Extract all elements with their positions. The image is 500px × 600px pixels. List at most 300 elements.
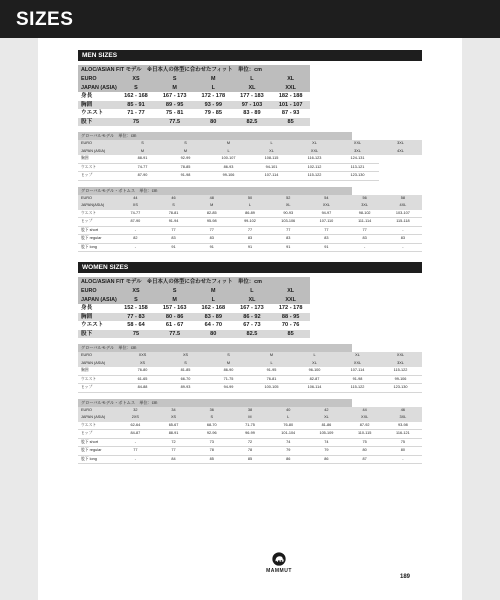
table-cell: 87-90 [116, 218, 154, 227]
table-cell: 99-106 [379, 375, 422, 384]
women-bottoms-table [78, 407, 422, 465]
table-row [78, 75, 310, 84]
table-cell: 56 [346, 195, 384, 203]
table-cell: 77 [193, 226, 231, 235]
table-cell: 50 [231, 195, 269, 203]
table-cell: 157 - 163 [162, 305, 187, 311]
table-cell: 97 - 103 [233, 101, 272, 110]
women-bottoms-title: グローバルモデル・ボトムス 単位：cm [78, 399, 352, 407]
table-cell: L [207, 148, 250, 156]
table-cell: 44 [116, 195, 154, 203]
table-row [78, 414, 422, 422]
table-cell: 34 [154, 407, 192, 415]
table-cell: 90-93 [269, 210, 307, 218]
brand-wordmark: MAMMUT [266, 568, 292, 574]
table-cell: 3XL [384, 414, 422, 422]
table-row [78, 235, 422, 244]
table-cell: 82-85 [193, 210, 231, 218]
page-title: SIZES [16, 9, 74, 30]
table-row [78, 313, 310, 322]
table-cell: 77 [154, 226, 192, 235]
table-cell: XXL [307, 202, 345, 210]
table-cell: XXL [293, 148, 336, 156]
row-label: ウエスト [78, 163, 121, 172]
table-row [78, 101, 310, 110]
table-cell: 94-99 [207, 384, 250, 393]
table-cell: 85 [231, 455, 269, 464]
table-cell: 124-131 [336, 155, 379, 163]
table-row [78, 109, 310, 118]
row-label: JAPAN (ASIA) [78, 414, 116, 422]
table-cell: S [155, 287, 194, 296]
table-cell: 105-109 [307, 430, 345, 439]
table-cell: 71 - 77 [127, 110, 145, 116]
table-cell: XXL [346, 414, 384, 422]
row-label: 股下 [78, 330, 117, 339]
table-cell: 83 [346, 235, 384, 244]
row-label: ヒップ [78, 172, 121, 181]
table-cell: 107-114 [250, 172, 293, 181]
table-cell: 4XL [379, 148, 422, 156]
row-label: ウエスト [78, 375, 121, 384]
table-row [78, 202, 422, 210]
table-cell: 113-121 [336, 163, 379, 172]
table-row [78, 422, 422, 430]
table-cell: 86-90 [207, 367, 250, 375]
table-cell: 82 [116, 235, 154, 244]
table-cell: 75 [346, 438, 384, 447]
table-cell: 3XL [379, 140, 422, 148]
table-cell: 65-67 [154, 422, 192, 430]
table-cell: 46 [154, 195, 192, 203]
table-cell: 91-94 [154, 218, 192, 227]
table-cell: 73 [193, 438, 231, 447]
table-cell: L [233, 75, 272, 84]
row-label: JAPAN (ASIA) [78, 360, 121, 368]
table-cell: 96-99 [231, 430, 269, 439]
row-label: JAPAN(ASIA) [78, 202, 116, 210]
table-cell: 167 - 173 [240, 305, 264, 311]
table-cell: 75 [384, 438, 422, 447]
table-cell: XXL [336, 360, 379, 368]
table-cell: 86 [307, 455, 345, 464]
table-cell: 76-80 [121, 367, 164, 375]
table-cell: 101 - 107 [271, 101, 310, 110]
row-label: ウエスト [78, 422, 116, 430]
table-cell: 80 [346, 447, 384, 456]
table-cell: 83 [307, 235, 345, 244]
table-cell: 91 [154, 243, 192, 252]
table-cell: L [269, 414, 307, 422]
row-label: ヒップ [78, 430, 116, 439]
table-cell: 103-106 [269, 218, 307, 227]
table-row [78, 243, 422, 252]
table-cell: 81-86 [307, 422, 345, 430]
table-row [78, 287, 310, 296]
table-cell: 100-105 [250, 384, 293, 393]
table-row [78, 455, 422, 464]
table-cell: 87-90 [121, 172, 164, 181]
table-cell: S [164, 360, 207, 368]
table-cell: 91 [193, 243, 231, 252]
women-aloc-title: ALOC/ASIAN FIT モデル ※日本人の体型に合わせたフィット 単位：cm [78, 277, 310, 287]
table-cell: XL [271, 75, 310, 84]
table-cell: XXL [379, 352, 422, 360]
row-label: 股下 regular [78, 447, 116, 456]
table-cell: 86 - 92 [233, 313, 272, 322]
table-cell: 86-93 [207, 163, 250, 172]
table-cell: S [193, 414, 231, 422]
table-cell: 58 [384, 195, 422, 203]
row-label: EURO [78, 195, 116, 203]
table-cell: 79 [269, 447, 307, 456]
women-global-table [78, 352, 422, 393]
table-cell: 61-65 [121, 375, 164, 384]
table-cell: 89 - 95 [155, 101, 194, 110]
table-cell: 108-115 [250, 155, 293, 163]
table-cell: 76-80 [269, 422, 307, 430]
row-label: EURO [78, 287, 117, 296]
table-cell: 87 [346, 455, 384, 464]
table-cell: 94-101 [250, 163, 293, 172]
table-cell: 106-114 [293, 384, 336, 393]
table-cell: 115-118 [384, 218, 422, 227]
table-cell: 172 - 178 [278, 305, 303, 311]
table-cell: 2XS [116, 414, 154, 422]
table-cell: 87-92 [346, 422, 384, 430]
table-row [78, 296, 310, 305]
table-cell: 88-91 [121, 155, 164, 163]
table-row [78, 92, 310, 101]
table-cell: 162 - 168 [124, 93, 148, 99]
table-cell: 77 [346, 226, 384, 235]
table-cell: 83 [269, 235, 307, 244]
mammoth-logo-icon [272, 552, 286, 566]
table-cell: L [233, 287, 272, 296]
men-aloc-table [78, 75, 310, 126]
table-cell: S [207, 352, 250, 360]
table-cell: - [116, 226, 154, 235]
table-cell: 77 [231, 226, 269, 235]
table-cell: 91 [269, 243, 307, 252]
table-cell: 74 [269, 438, 307, 447]
table-cell: 75 [117, 118, 156, 127]
men-bottoms-table [78, 195, 422, 253]
table-cell: - [346, 243, 384, 252]
table-cell: 44 [346, 407, 384, 415]
table-cell: 172 - 178 [201, 93, 226, 99]
table-cell: XXL [336, 140, 379, 148]
table-cell: S [154, 202, 192, 210]
table-cell: L [231, 202, 269, 210]
table-cell: 91-95 [250, 367, 293, 375]
table-cell: 107-110 [307, 218, 345, 227]
table-cell: - [116, 455, 154, 464]
table-cell: 85 [271, 330, 310, 339]
table-cell: XS [164, 352, 207, 360]
table-cell: 78-85 [164, 163, 207, 172]
table-cell: L [293, 352, 336, 360]
table-cell: S [164, 140, 207, 148]
table-cell: S [155, 75, 194, 84]
table-cell: 83 - 89 [194, 313, 233, 322]
row-label: JAPAN (ASIA) [78, 296, 117, 305]
table-cell: 116-123 [293, 155, 336, 163]
table-cell: 75 - 81 [165, 110, 184, 116]
table-cell: 77 - 83 [117, 313, 156, 322]
table-cell: 103-107 [384, 210, 422, 218]
table-cell: M [193, 202, 231, 210]
row-label: ウエスト [81, 110, 104, 116]
table-cell: 66-70 [164, 375, 207, 384]
left-margin-band [0, 38, 38, 600]
men-aloc-title: ALOC/ASIAN FIT モデル ※日本人の体型に合わせたフィット 単位：cm [78, 65, 310, 75]
row-label: 股下 [78, 118, 117, 127]
row-label: 股下 long [78, 455, 116, 464]
table-cell: 68-70 [193, 422, 231, 430]
table-cell: 162 - 168 [201, 305, 226, 311]
row-label: 股下 long [78, 243, 116, 252]
table-cell: 71-75 [207, 375, 250, 384]
table-row [78, 330, 310, 339]
table-cell: 93 - 99 [194, 101, 233, 110]
table-row [78, 218, 422, 227]
table-cell: 101-104 [269, 430, 307, 439]
table-row [78, 360, 422, 368]
table-cell: 78 [193, 447, 231, 456]
table-cell: 77.5 [155, 118, 194, 127]
table-cell: 182 - 188 [278, 93, 303, 99]
table-cell: 80 - 86 [155, 313, 194, 322]
table-cell: 91 [307, 243, 345, 252]
table-cell: XXL [271, 84, 310, 93]
table-cell: XL [336, 352, 379, 360]
men-global-title: グローバルモデル 単位：cm [78, 132, 352, 140]
header-band [0, 0, 500, 38]
table-cell: 85 [271, 118, 310, 127]
table-cell: 64 - 70 [204, 322, 222, 328]
table-cell: 4XL [384, 202, 422, 210]
table-cell: 123-130 [379, 384, 422, 393]
table-cell: 76-81 [250, 375, 293, 384]
table-cell: XXL [271, 296, 310, 305]
table-cell: M [194, 75, 233, 84]
table-row [78, 384, 422, 393]
table-row [78, 321, 310, 330]
row-label: JAPAN (ASIA) [78, 148, 121, 156]
table-cell: 98-102 [346, 210, 384, 218]
table-cell: M [207, 140, 250, 148]
row-label: ウエスト [81, 322, 104, 328]
table-cell: 92-99 [164, 155, 207, 163]
table-cell: 99-102 [231, 218, 269, 227]
table-cell: 74-77 [116, 210, 154, 218]
right-margin-band [462, 38, 500, 600]
table-cell: 82.5 [233, 118, 272, 127]
table-cell: 84-87 [116, 430, 154, 439]
table-cell: S [121, 140, 164, 148]
table-cell: L [250, 140, 293, 148]
table-cell: 85 [193, 455, 231, 464]
table-cell: 115-122 [293, 172, 336, 181]
table-cell: XL [271, 287, 310, 296]
table-row [78, 430, 422, 439]
table-cell: 152 - 158 [124, 305, 148, 311]
row-label: ヒップ [78, 384, 121, 393]
table-cell: 77 [307, 226, 345, 235]
table-cell: XL [293, 140, 336, 148]
table-cell: 83 [193, 235, 231, 244]
table-row [78, 84, 310, 93]
table-cell: 115-122 [379, 367, 422, 375]
table-cell: 99-106 [207, 172, 250, 181]
table-cell: 58 - 64 [127, 322, 145, 328]
table-cell: 77 [154, 447, 192, 456]
row-label: EURO [78, 352, 121, 360]
table-cell: L [194, 84, 233, 93]
women-aloc-table [78, 287, 310, 338]
table-cell: 167 - 173 [162, 93, 187, 99]
table-cell: 82-87 [293, 375, 336, 384]
table-cell: 75 [117, 330, 156, 339]
table-cell: 80 [384, 447, 422, 456]
row-label: EURO [78, 75, 117, 84]
table-cell: 82.5 [233, 330, 272, 339]
table-cell: 77 [116, 447, 154, 456]
table-row [78, 118, 310, 127]
row-label: 身長 [81, 305, 93, 311]
table-cell: 83 - 89 [243, 110, 261, 116]
table-cell: XXS [121, 352, 164, 360]
table-cell: 83 [154, 235, 192, 244]
table-cell: 77.5 [155, 330, 194, 339]
table-cell: XL [233, 84, 272, 93]
men-bottoms-title: グローバルモデル・ボトムス 単位：cm [78, 187, 352, 195]
table-cell: 79 [307, 447, 345, 456]
table-cell: 36 [193, 407, 231, 415]
row-label: 股下 short [78, 438, 116, 447]
table-row [78, 375, 422, 384]
table-cell: 77 [269, 226, 307, 235]
table-cell: 52 [269, 195, 307, 203]
table-cell: 42 [307, 407, 345, 415]
row-label: 胸囲 [78, 155, 121, 163]
row-label: ヒップ [78, 218, 116, 227]
table-cell: 96-100 [293, 367, 336, 375]
row-label: 股下 short [78, 226, 116, 235]
table-cell: 92-96 [193, 430, 231, 439]
table-row [78, 367, 422, 375]
table-cell: 80 [194, 330, 233, 339]
table-cell: 80 [194, 118, 233, 127]
page-number: 189 [400, 574, 411, 580]
table-cell: 48 [193, 195, 231, 203]
table-cell: 72 [231, 438, 269, 447]
table-cell: 86 [269, 455, 307, 464]
table-cell: 100-107 [207, 155, 250, 163]
table-cell: 89-93 [164, 384, 207, 393]
table-cell: - [384, 455, 422, 464]
table-cell: L [250, 360, 293, 368]
table-cell: 67 - 73 [243, 322, 261, 328]
table-cell: - [384, 226, 422, 235]
table-cell: 91 [231, 243, 269, 252]
table-cell: M [155, 84, 194, 93]
table-cell: 86-89 [231, 210, 269, 218]
table-cell: 40 [269, 407, 307, 415]
table-cell: 93-98 [384, 422, 422, 430]
table-cell: 70 - 76 [281, 322, 300, 328]
table-cell: XS [117, 287, 156, 296]
table-cell: 3XL [346, 202, 384, 210]
table-cell: 71-75 [231, 422, 269, 430]
table-cell: 46 [384, 407, 422, 415]
table-row [78, 172, 422, 181]
table-cell: 107-114 [336, 367, 379, 375]
table-cell: 91-98 [336, 375, 379, 384]
table-cell: 102-112 [293, 163, 336, 172]
table-row [78, 407, 422, 415]
table-cell: 177 - 183 [240, 93, 264, 99]
table-cell: L [194, 296, 233, 305]
table-cell: 3XL [336, 148, 379, 156]
table-cell: XL [307, 414, 345, 422]
table-cell: XS [116, 202, 154, 210]
table-row [78, 148, 422, 156]
table-row [78, 210, 422, 218]
table-cell: 116-121 [384, 430, 422, 439]
table-row [78, 195, 422, 203]
table-cell: XL [233, 296, 272, 305]
table-cell: 84 [154, 455, 192, 464]
table-cell: 111-114 [346, 218, 384, 227]
row-label: JAPAN (ASIA) [78, 84, 117, 93]
table-cell: 74 [307, 438, 345, 447]
table-row [78, 140, 422, 148]
table-cell: 61 - 67 [165, 322, 184, 328]
table-cell: M [155, 296, 194, 305]
table-cell: 62-64 [116, 422, 154, 430]
table-cell: 84-88 [121, 384, 164, 393]
table-row [78, 352, 422, 360]
table-cell: 115-122 [336, 384, 379, 393]
table-cell: S [117, 296, 156, 305]
table-cell: 32 [116, 407, 154, 415]
table-cell: XS [121, 360, 164, 368]
table-cell: M [121, 148, 164, 156]
table-cell: 78 [231, 447, 269, 456]
table-row [78, 163, 422, 172]
row-label: EURO [78, 407, 116, 415]
table-row [78, 155, 422, 163]
table-cell: XS [154, 414, 192, 422]
table-cell: XL [293, 360, 336, 368]
men-sizes-heading: MEN SIZES [78, 50, 422, 61]
men-global-table [78, 140, 422, 181]
row-label: 股下 regular [78, 235, 116, 244]
row-label: EURO [78, 140, 121, 148]
table-cell: 110-115 [346, 430, 384, 439]
table-row [78, 438, 422, 447]
row-label: ウエスト [78, 210, 116, 218]
size-chart-content [78, 50, 422, 464]
table-cell: XL [250, 148, 293, 156]
table-cell: 95-98 [193, 218, 231, 227]
table-cell: 72 [154, 438, 192, 447]
table-cell: 79 - 85 [204, 110, 222, 116]
row-label: 身長 [81, 93, 93, 99]
table-cell: 88 - 95 [271, 313, 310, 322]
